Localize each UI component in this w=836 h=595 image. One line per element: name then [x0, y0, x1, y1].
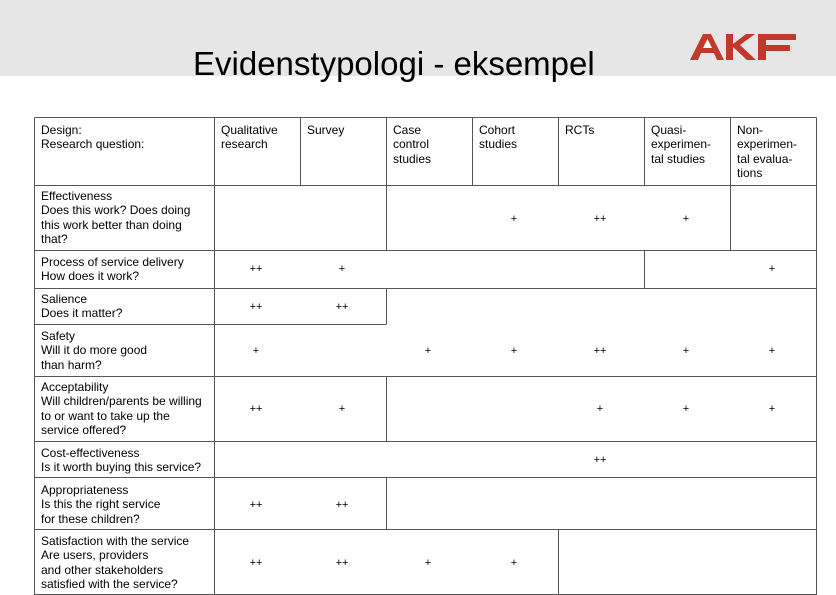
row-name: Effectiveness: [41, 189, 113, 203]
col-header-line: Cohort: [479, 123, 516, 137]
row-label-appropriateness: [41, 483, 160, 526]
mark-satisfaction-case-control: +: [424, 557, 432, 569]
col-header-line: research: [221, 137, 268, 152]
mark-acceptability-non-experimental: +: [768, 403, 776, 415]
mark-process-survey: +: [338, 263, 346, 275]
row-name: Appropriateness: [41, 483, 129, 497]
row-desc: and other stakeholders: [41, 562, 164, 577]
row-label-effectiveness: [41, 189, 190, 246]
row-name: Satisfaction with the service: [41, 534, 190, 548]
mark-acceptability-quasi: +: [682, 403, 690, 415]
col-header-line: tal studies: [651, 151, 706, 166]
mark-satisfaction-survey: ++: [335, 557, 349, 569]
mark-appropriateness-qualitative: ++: [249, 499, 263, 511]
col-header-line: Case: [393, 123, 422, 137]
mark-appropriateness-survey: ++: [335, 499, 349, 511]
row-desc: than harm?: [41, 357, 102, 372]
row-name: Cost-effectiveness: [41, 446, 140, 460]
mark-satisfaction-cohort: +: [510, 557, 518, 569]
col-header-line: tions: [737, 165, 763, 180]
mark-effectiveness-quasi: +: [682, 213, 690, 225]
mark-safety-non-experimental: +: [768, 345, 776, 357]
row-label-cost-effectiveness: [41, 446, 201, 475]
mark-safety-case-control: +: [424, 345, 432, 357]
mark-acceptability-survey: +: [338, 403, 346, 415]
mark-effectiveness-cohort: +: [510, 213, 518, 225]
row-desc: that?: [41, 231, 68, 246]
row-desc: service offered?: [41, 422, 127, 437]
col-header-line: studies: [479, 137, 518, 152]
mark-safety-rcts: ++: [593, 345, 607, 357]
row-label-acceptability: [41, 380, 202, 437]
row-desc: Is it worth buying this service?: [41, 460, 202, 475]
mark-acceptability-qualitative: ++: [249, 403, 263, 415]
col-header-line: control: [393, 137, 430, 152]
row-name: Safety: [41, 329, 76, 343]
col-header-survey: [307, 123, 344, 137]
row-label-process: [41, 255, 184, 284]
mark-salience-qualitative: ++: [249, 301, 263, 313]
row-label-safety: [41, 329, 147, 372]
mark-effectiveness-rcts: ++: [593, 213, 607, 225]
row-desc: satisfied with the service?: [41, 576, 178, 591]
mark-salience-survey: ++: [335, 301, 349, 313]
row-name: Acceptability: [41, 380, 109, 394]
header-design-cell: [41, 123, 144, 152]
row-desc: Does it matter?: [41, 306, 123, 321]
row-desc: How does it work?: [41, 269, 140, 284]
col-header-rcts: [565, 123, 594, 137]
mark-cost-effectiveness-rcts: ++: [593, 454, 607, 466]
col-header-case-control: [393, 123, 431, 166]
row-desc: Will children/parents be willing: [41, 394, 202, 409]
col-header-quasi: [651, 123, 711, 166]
col-header-line: experimen-: [737, 137, 798, 152]
row-desc: Will it do more good: [41, 343, 148, 358]
mark-satisfaction-qualitative: ++: [249, 557, 263, 569]
design-label: Design:: [41, 123, 82, 137]
col-header-non-experimental: [737, 123, 797, 180]
mark-acceptability-rcts: +: [596, 403, 604, 415]
mark-safety-quasi: +: [682, 345, 690, 357]
row-label-salience: [41, 292, 122, 321]
slide-title: Evidenstypologi - eksempel: [193, 45, 595, 82]
mark-process-qualitative: ++: [249, 263, 263, 275]
row-desc: this work better than doing: [41, 217, 182, 232]
col-header-line: RCTs: [565, 123, 595, 137]
col-header-qualitative: [221, 123, 278, 152]
col-header-line: Survey: [307, 123, 345, 137]
col-header-line: experimen-: [651, 137, 712, 152]
row-name: Process of service delivery: [41, 255, 184, 269]
row-desc: Are users, providers: [41, 548, 149, 563]
row-desc: Is this the right service: [41, 497, 161, 512]
row-desc: Does this work? Does doing: [41, 203, 191, 218]
col-header-cohort: [479, 123, 517, 152]
row-desc: for these children?: [41, 511, 140, 526]
col-header-line: Qualitative: [221, 123, 278, 137]
col-header-line: Non-: [737, 123, 764, 137]
mark-process-non-experimental: +: [768, 263, 776, 275]
row-desc: to or want to take up the: [41, 408, 170, 423]
mark-safety-qualitative: +: [252, 345, 260, 357]
row-label-satisfaction: [41, 534, 189, 591]
col-header-line: studies: [393, 151, 432, 166]
row-name: Salience: [41, 292, 88, 306]
col-header-line: Quasi-: [651, 123, 687, 137]
col-header-line: tal evalua-: [737, 151, 793, 166]
mark-safety-cohort: +: [510, 345, 518, 357]
research-question-label: Research question:: [41, 137, 145, 152]
